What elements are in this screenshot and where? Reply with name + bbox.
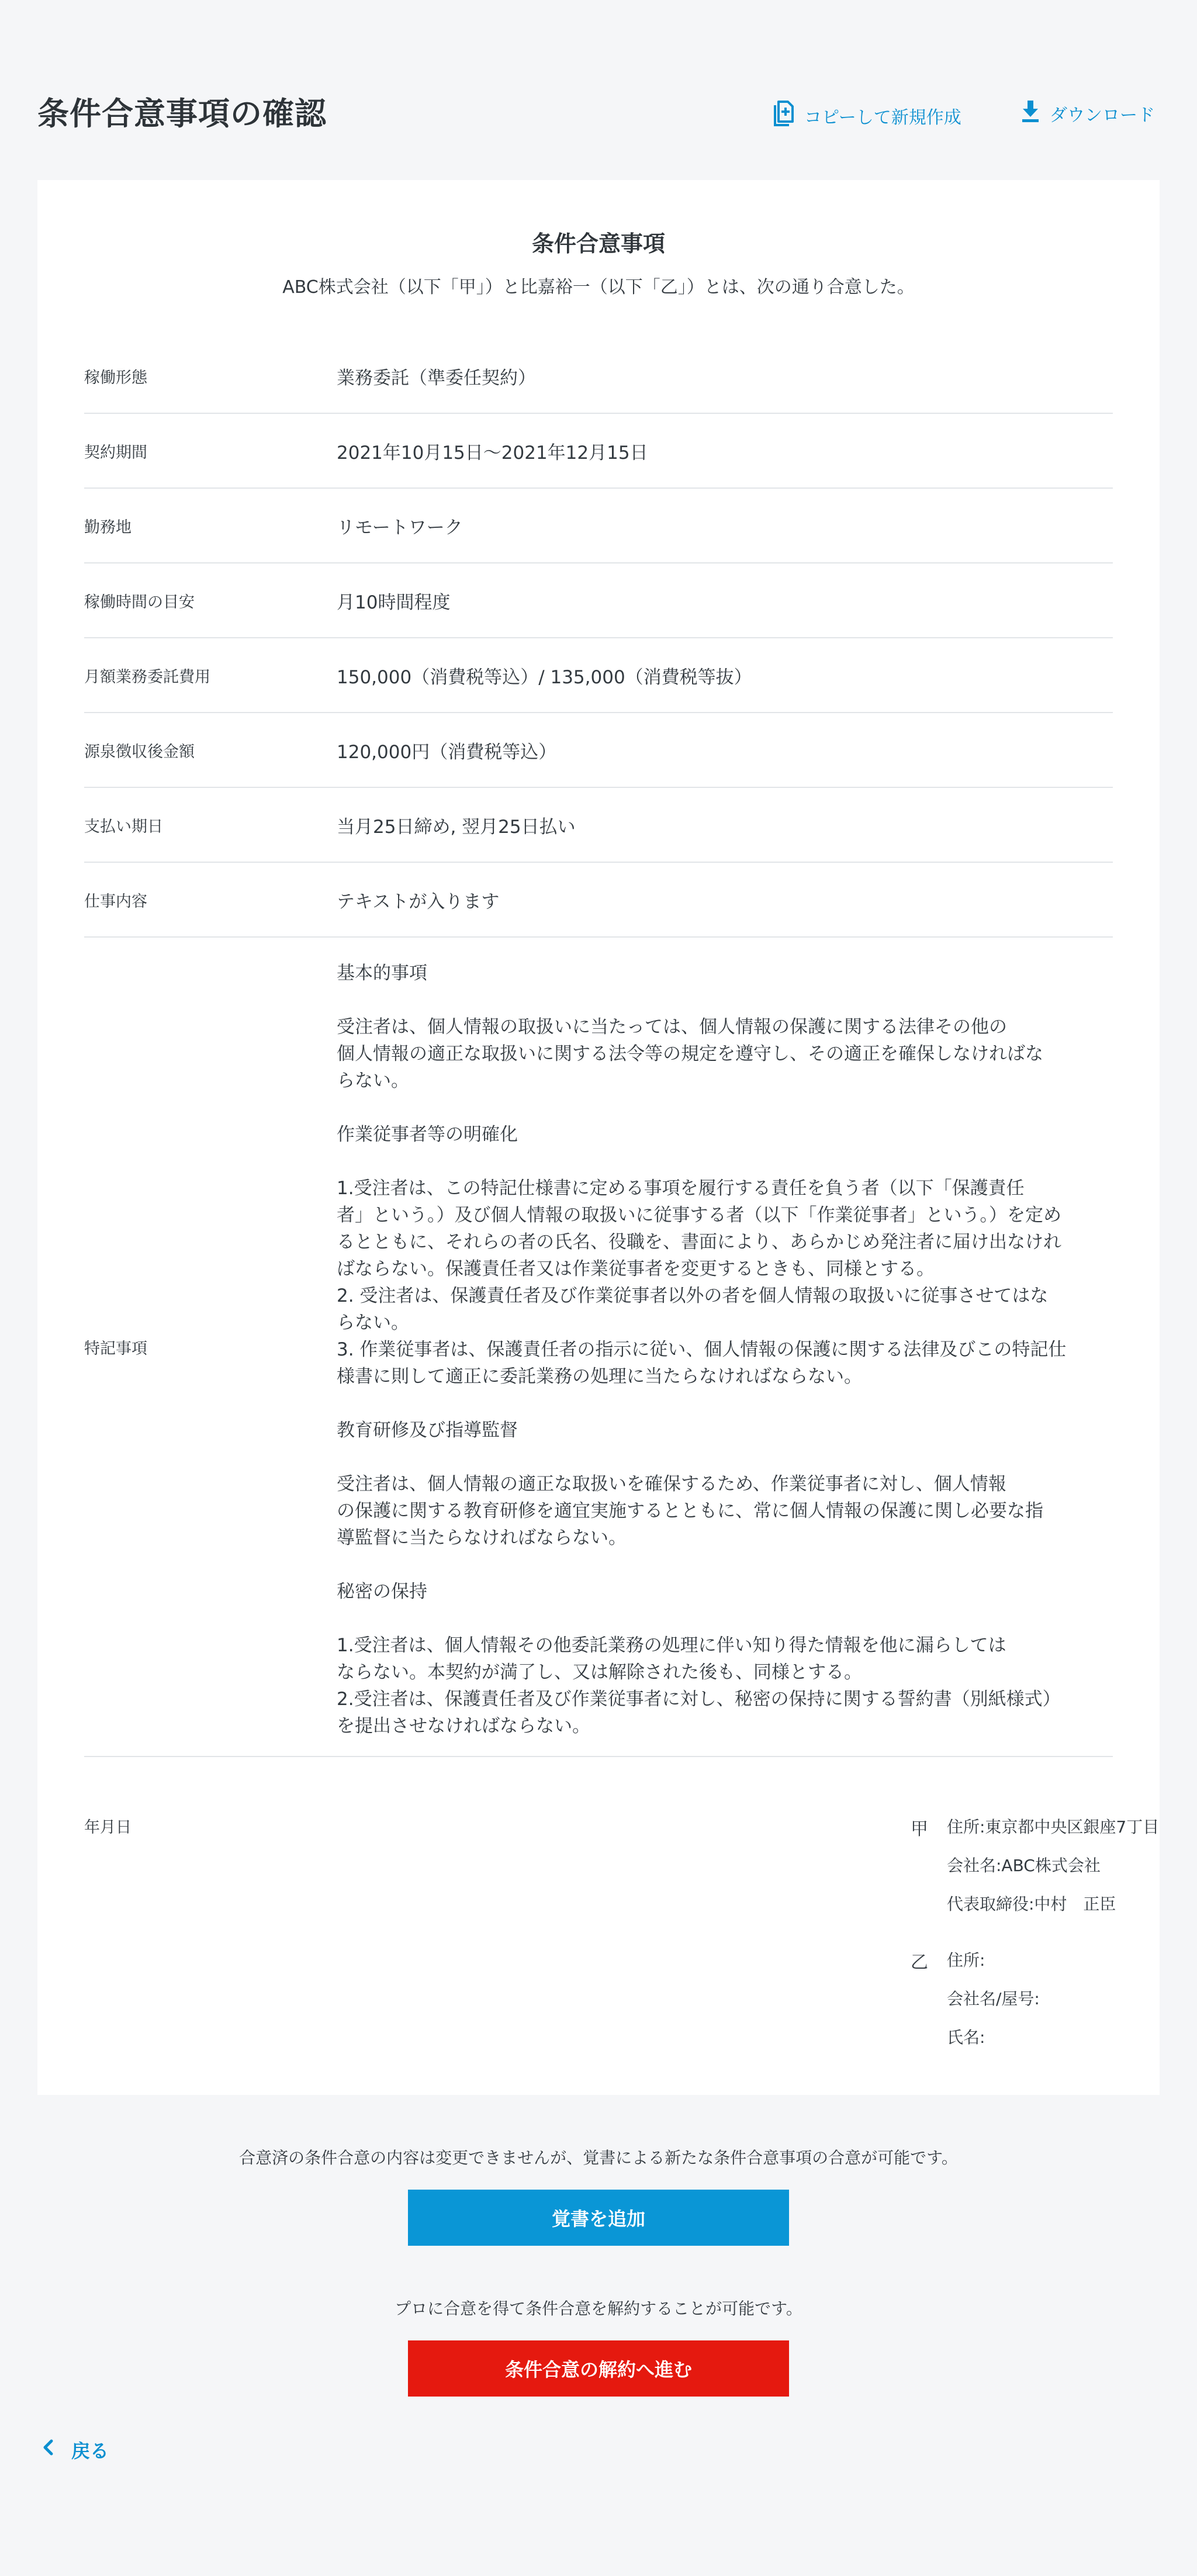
terms-value: 150,000（消費税等込）/ 135,000（消費税等抜） [337, 666, 752, 688]
page-title: 条件合意事項の確認 [37, 95, 327, 132]
document-intro: ABC株式会社（以下「甲」）と比嘉裕一（以下「乙」）とは、次の通り合意した。 [282, 277, 915, 298]
document-title: 条件合意事項 [531, 231, 665, 257]
terms-label: 月額業務委託費用 [84, 668, 210, 686]
terms-table [84, 339, 1113, 1757]
party-b-mark: 乙 [911, 1952, 928, 1973]
party-b-address: 住所: [947, 1951, 985, 1970]
terms-row [84, 863, 1113, 938]
party-a-representative: 代表取締役:中村 正臣 [947, 1894, 1116, 1914]
chevron-left-icon [42, 2439, 71, 2461]
cancel-notice: プロに合意を得て条件合意を解約することが可能です。 [395, 2299, 802, 2318]
special-notes-row [84, 938, 1113, 1757]
terms-row [84, 414, 1113, 489]
party-a-company: 会社名:ABC株式会社 [947, 1856, 1101, 1875]
special-notes-text: 基本的事項 受注者は、個人情報の取扱いに当たっては、個人情報の保護に関する法律その他の 個人情報の適正な取扱いに関する法令等の規定を遵守し、その適正を確保しなければな らない。 作業従事者等の明確化 1.受注者は、この特記仕様書に定める事項を履行する責任を負う者（以下「保護責任 者」という。）及び個人情報の取扱いに従事する者（以下「作業従事者」という。）を定め るとともに、それらの者の氏名、役職を、書面により、あらかじめ発注者に届け出なけれ ばならない。保護責任者又は作業従事者を変更するときも、同様とする。 2. 受注者は、保護責任者及び作業従事者以外の者を個人情報の取扱いに従事させてはな らない。 3. 作業従事者は、保護責任者の指示に従い、個人情報の保護に関する法律及びこの特記仕 様書に則して適正に委託業務の処理に当たらなければならない。 教育研修及び指導監督 受注者は、個人情報の適正な取扱いを確保するため、作業従事者に対し、個人情報 の保護に関する教育研修を適宜実施するとともに、常に個人情報の保護に関し必要な指 導監督に当たらなければならない。 秘密の保持 1.受注者は、個人情報その他委託業務の処理に伴い知り得た情報を他に漏らしては ならない。本契約が満了し、又は解除された後も、同様とする。 2.受注者は、保護責任者及び作業従事者に対し、秘密の保持に関する誓約書（別紙様式） を提出させなければならない。 [337, 963, 1067, 1737]
download-icon [1020, 99, 1050, 132]
terms-value: 月10時間程度 [337, 592, 451, 613]
terms-label: 源泉徴収後金額 [84, 742, 195, 761]
cancel-agreement-button[interactable]: 条件合意の解約へ進む [408, 2340, 789, 2397]
download-label: ダウンロード [1050, 105, 1155, 126]
terms-label: 支払い期日 [84, 817, 163, 836]
download-button[interactable] [1020, 99, 1155, 132]
terms-value: リモートワーク [337, 517, 463, 538]
terms-label: 稼働形態 [84, 368, 147, 387]
copy-new-label: コピーして新規作成 [804, 108, 961, 128]
terms-value: テキストが入ります [337, 891, 500, 912]
copy-new-button[interactable] [772, 99, 961, 137]
party-b-name: 氏名: [947, 2028, 985, 2047]
add-addendum-button[interactable]: 覚書を追加 [408, 2190, 789, 2246]
party-a-address: 住所:東京都中央区銀座7丁目 [947, 1817, 1160, 1837]
copy-document-icon [772, 99, 804, 137]
terms-row [84, 638, 1113, 713]
special-notes-label: 特記事項 [84, 1339, 147, 1358]
terms-label: 契約期間 [84, 443, 147, 462]
page-header [37, 88, 1160, 140]
terms-row [84, 489, 1113, 563]
terms-value: 2021年10月15日〜2021年12月15日 [337, 442, 648, 464]
terms-row [84, 713, 1113, 788]
date-label: 年月日 [84, 1818, 132, 1837]
back-label: 戻る [71, 2440, 109, 2462]
agreement-card [37, 180, 1160, 2095]
terms-label: 稼働時間の目安 [84, 593, 195, 611]
terms-row [84, 788, 1113, 863]
terms-value: 120,000円（消費税等込） [337, 741, 557, 763]
signature-section [84, 1809, 1160, 2054]
terms-label: 勤務地 [84, 518, 132, 537]
party-b-company: 会社名/屋号: [947, 1989, 1040, 2008]
terms-label: 仕事内容 [84, 892, 147, 911]
addendum-notice: 合意済の条件合意の内容は変更できませんが、覚書による新たな条件合意事項の合意が可能です。 [239, 2148, 958, 2167]
party-a-mark: 甲 [911, 1819, 928, 1839]
terms-row [84, 563, 1113, 638]
terms-value: 当月25日締め, 翌月25日払い [337, 816, 576, 838]
terms-value: 業務委託（準委任契約） [337, 367, 536, 389]
back-link[interactable] [42, 2436, 109, 2463]
terms-row [84, 339, 1113, 414]
